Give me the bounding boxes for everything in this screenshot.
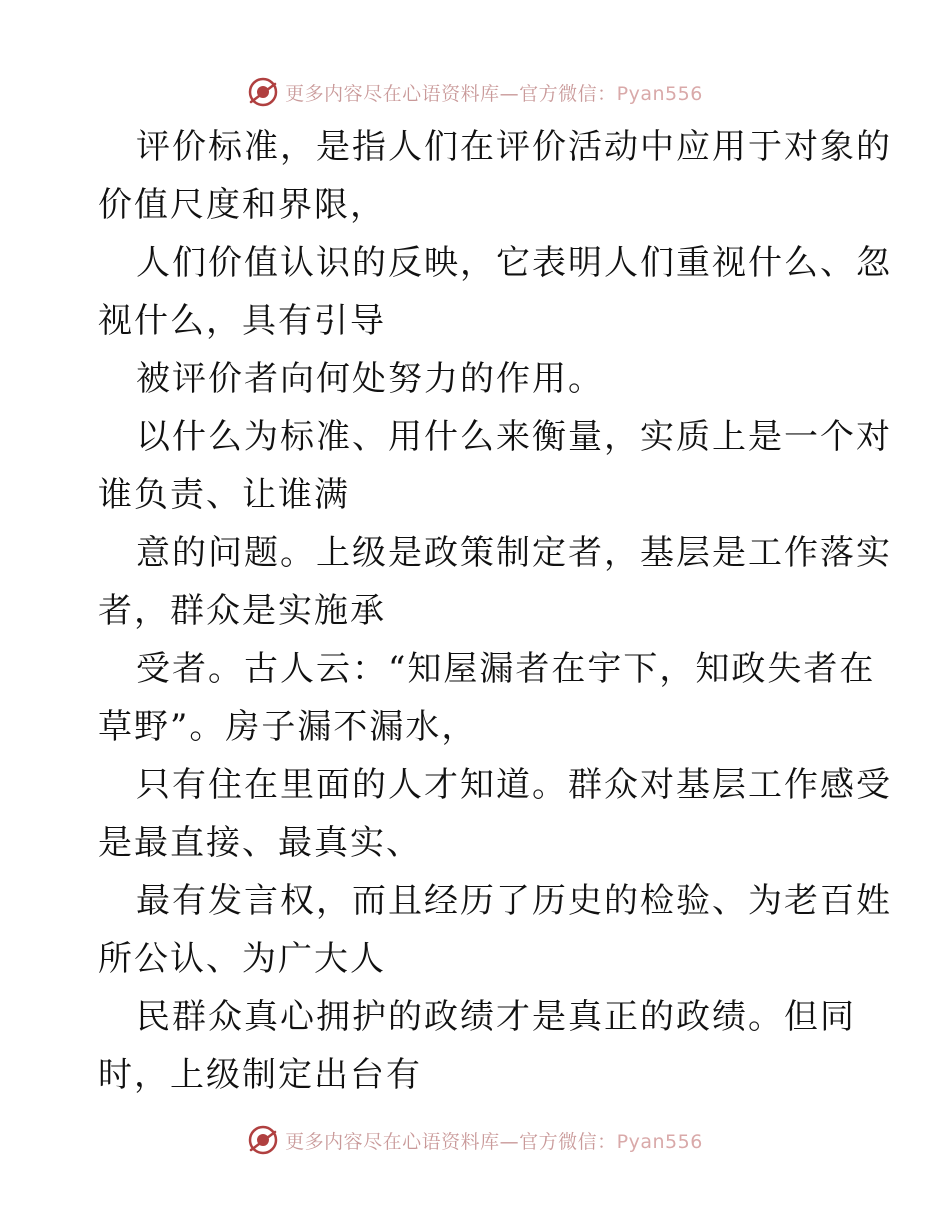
body-line: 最有发言权，而且经历了历史的检验、为老百姓 [136,881,892,921]
body-line: 是最直接、最真实、 [98,823,422,863]
body-line: 人们价值认识的反映，它表明人们重视什么、忽 [136,243,892,283]
header-watermark-banner [0,72,950,112]
footer-watermark-banner [0,1120,950,1160]
logo-icon [247,1124,279,1156]
header-banner-text [285,79,703,106]
header-banner-label: 更多内容尽在心语资料库—官方微信： [285,82,617,105]
body-line: 被评价者向何处努力的作用。 [136,359,604,399]
header-banner-wechat-id: Pyan556 [616,82,703,105]
body-line: 受者。古人云：“知屋漏者在宇下，知政失者在 [136,649,876,689]
body-line: 时，上级制定出台有 [98,1055,422,1095]
document-body [98,118,892,1104]
body-line: 以什么为标准、用什么来衡量，实质上是一个对 [136,417,892,457]
body-line: 谁负责、让谁满 [98,475,350,515]
body-line: 视什么，具有引导 [98,301,386,341]
body-line: 草野”。房子漏不漏水， [98,707,478,747]
body-line: 者，群众是实施承 [98,591,386,631]
footer-banner-text [285,1127,703,1154]
body-line: 只有住在里面的人才知道。群众对基层工作感受 [136,765,892,805]
body-line: 评价标准，是指人们在评价活动中应用于对象的 [136,127,892,167]
logo-icon [247,76,279,108]
body-line: 价值尺度和界限， [98,185,386,225]
body-line: 民群众真心拥护的政绩才是真正的政绩。但同 [136,997,856,1037]
footer-banner-label: 更多内容尽在心语资料库—官方微信： [285,1130,617,1153]
body-line: 所公认、为广大人 [98,939,386,979]
body-line: 意的问题。上级是政策制定者，基层是工作落实 [136,533,892,573]
footer-banner-wechat-id: Pyan556 [616,1130,703,1153]
